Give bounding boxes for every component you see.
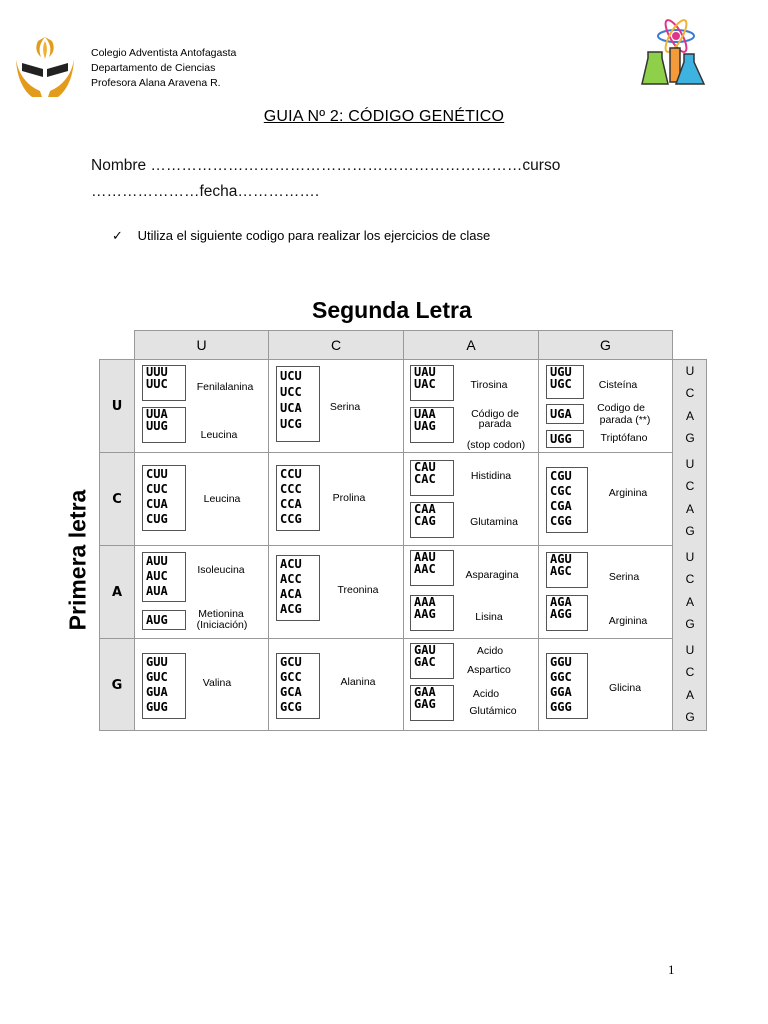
instruction-item (112, 228, 490, 244)
amino-acid-label: Treonina (337, 584, 379, 596)
codon-box: CAU CAC (410, 460, 454, 496)
row-header-g: G (99, 638, 135, 731)
codon-box: AUG (142, 610, 186, 630)
page-number: 1 (668, 962, 675, 977)
third-letter: C (685, 665, 695, 679)
amino-acid-label: Lisina (475, 611, 503, 623)
teacher-name: Profesora Alana Aravena R. (91, 77, 221, 89)
amino-acid-label: Acido (476, 645, 504, 657)
codon-box: UGU UGC (546, 365, 584, 399)
third-letter: A (685, 595, 694, 609)
third-letter: U (685, 457, 695, 471)
amino-acid-label: (stop codon) (466, 439, 526, 451)
codon-box: CAA CAG (410, 502, 454, 538)
science-flask-icon (640, 18, 708, 90)
second-letter-label: Segunda Letra (312, 297, 472, 323)
codon-box: UGG (546, 430, 584, 448)
codon-box: GGU GGC GGA GGG (546, 653, 588, 719)
third-letter: U (685, 364, 695, 378)
codon-box: GCU GCC GCA GCG (276, 653, 320, 719)
codon-box: UAA UAG (410, 407, 454, 443)
codon-box: AAU AAC (410, 550, 454, 586)
amino-acid-label: Glutámico (469, 705, 517, 717)
col-header-c: C (268, 330, 404, 360)
amino-acid-label: (Iniciación) (196, 619, 248, 631)
third-letter: A (685, 688, 694, 702)
school-logo (14, 33, 76, 99)
school-name: Colegio Adventista Antofagasta (91, 47, 237, 59)
codon-box: CUU CUC CUA CUG (142, 465, 186, 531)
amino-acid-label: Fenilalanina (196, 381, 254, 393)
amino-acid-label: Tirosina (470, 379, 508, 391)
row-header-c: C (99, 452, 135, 546)
codon-box: AGA AGG (546, 595, 588, 631)
codon-box: CGU CGC CGA CGG (546, 467, 588, 533)
col-header-g: G (538, 330, 673, 360)
codon-box: UAU UAC (410, 365, 454, 401)
first-letter-label: Primera letra (64, 489, 91, 631)
row-header-u: U (99, 359, 135, 453)
codon-box: GUU GUC GUA GUG (142, 653, 186, 719)
amino-acid-label: Código de (471, 408, 519, 420)
col-header-a: A (403, 330, 539, 360)
checkmark-icon: ✓ (112, 228, 123, 243)
third-letter: A (685, 502, 694, 516)
codon-box: UCU UCC UCA UCG (276, 366, 320, 442)
amino-acid-label: Arginina (608, 615, 648, 627)
codon-box: AGU AGC (546, 552, 588, 588)
amino-acid-label: Serina (329, 401, 361, 413)
department-name: Departamento de Ciencias (91, 62, 216, 74)
amino-acid-label: Prolina (332, 492, 366, 504)
row-header-a: A (99, 545, 135, 639)
third-letter: G (685, 617, 695, 631)
amino-acid-label: Leucina (200, 429, 238, 441)
codon-box: GAA GAG (410, 685, 454, 721)
col-header-u: U (134, 330, 269, 360)
third-letter: C (685, 572, 695, 586)
amino-acid-label: Valina (202, 677, 232, 689)
amino-acid-label: Serina (608, 571, 640, 583)
amino-acid-label: Codigo de (597, 402, 645, 414)
amino-acid-label: Isoleucina (197, 564, 245, 576)
codon-box: AAA AAG (410, 595, 454, 631)
codon-box: UGA (546, 404, 584, 424)
amino-acid-label: Metionina (198, 608, 244, 620)
instruction-text: Utiliza el siguiente codigo para realizar los ejercicios de clase (137, 228, 491, 243)
third-letter: U (685, 550, 695, 564)
third-letter: C (685, 386, 695, 400)
third-letter: A (685, 409, 694, 423)
name-course-field[interactable]: Nombre ………………………………………………………………curso (91, 157, 561, 174)
amino-acid-label: Histidina (470, 470, 512, 482)
third-letter: C (685, 479, 695, 493)
amino-acid-label: Cisteína (598, 379, 638, 391)
amino-acid-label: Glicina (608, 682, 642, 694)
page-title: GUIA Nº 2: CÓDIGO GENÉTICO (263, 108, 505, 125)
codon-box: UUA UUG (142, 407, 186, 443)
amino-acid-label: Alanina (340, 676, 376, 688)
amino-acid-label: Triptófano (600, 432, 648, 444)
codon-box: UUU UUC (142, 365, 186, 401)
amino-acid-label: Aspartico (467, 664, 511, 676)
third-letter: U (685, 643, 695, 657)
amino-acid-label: Asparagina (465, 569, 519, 581)
codon-box: ACU ACC ACA ACG (276, 555, 320, 621)
amino-acid-label: parada (478, 418, 512, 430)
amino-acid-label: Leucina (203, 493, 241, 505)
codon-box: GAU GAC (410, 643, 454, 679)
date-field[interactable]: …………………fecha……………. (91, 183, 320, 200)
third-letter: G (685, 524, 695, 538)
third-letter: G (685, 710, 695, 724)
third-letter: G (685, 431, 695, 445)
amino-acid-label: Acido (472, 688, 500, 700)
amino-acid-label: Glutamina (470, 516, 518, 528)
codon-box: AUU AUC AUA (142, 552, 186, 602)
codon-box: CCU CCC CCA CCG (276, 465, 320, 531)
amino-acid-label: Arginina (608, 487, 648, 499)
amino-acid-label: parada (**) (599, 414, 651, 426)
